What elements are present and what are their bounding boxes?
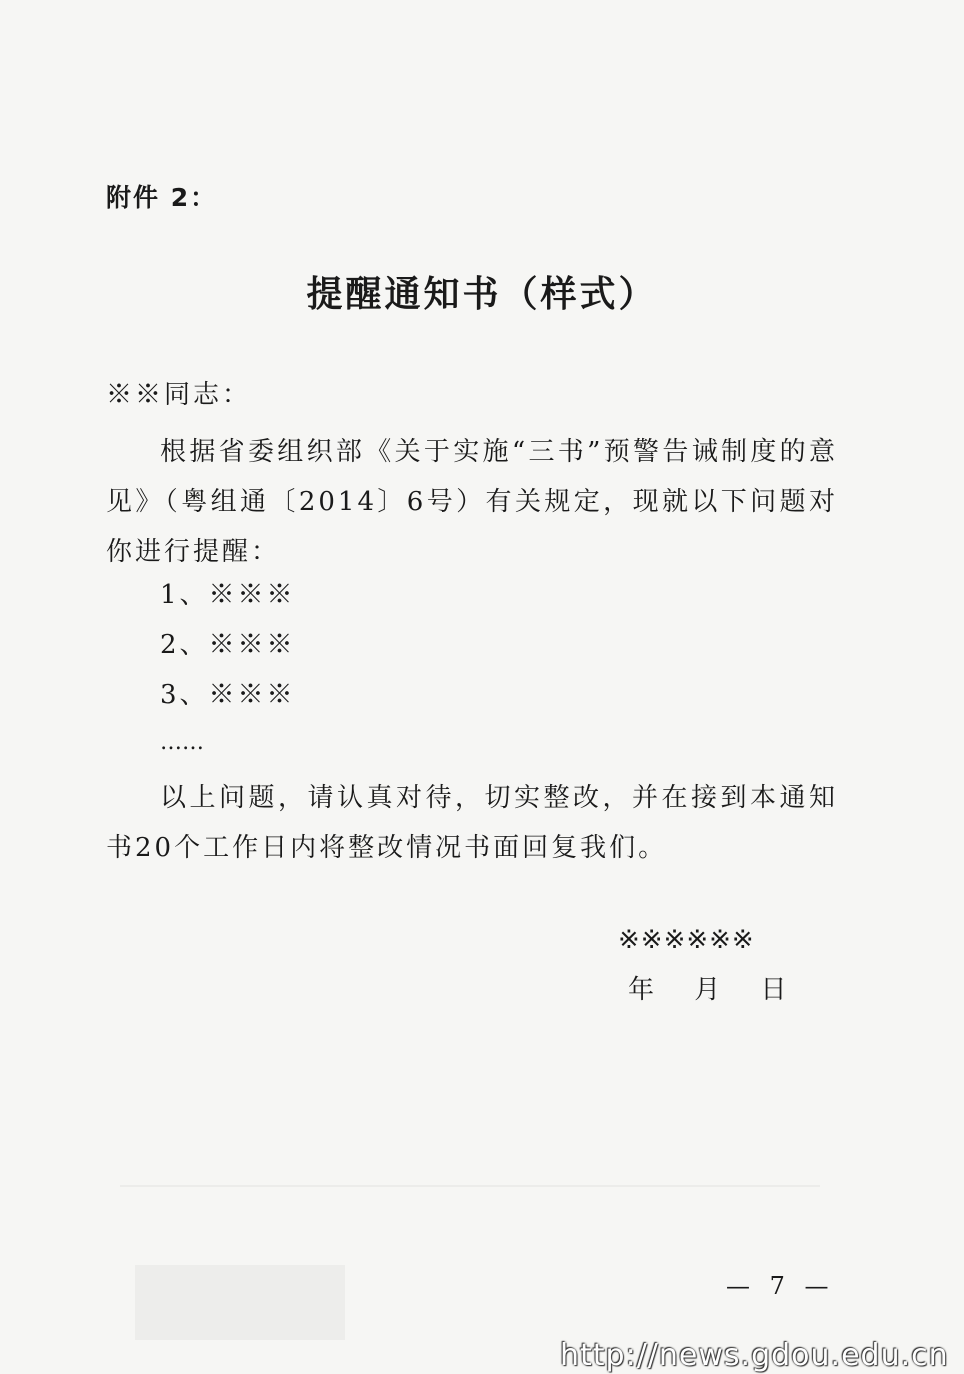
salutation: ※※同志： xyxy=(106,380,252,410)
attachment-label: 附件 2： xyxy=(106,183,218,212)
list-item: 2、※※※ xyxy=(160,630,296,660)
page-number: — 7 — xyxy=(726,1272,835,1300)
scan-artifact xyxy=(135,1265,345,1340)
scan-artifact xyxy=(120,1185,820,1187)
list-item: 1、※※※ xyxy=(160,580,296,610)
date-line: 年 月 日 xyxy=(628,975,793,1005)
watermark-url: http://news.gdou.edu.cn xyxy=(560,1338,949,1373)
list-item: 3、※※※ xyxy=(160,680,296,710)
signature: ※※※※※※ xyxy=(618,925,755,955)
document-title: 提醒通知书（样式） xyxy=(306,274,658,315)
body-paragraph-1: 根据省委组织部《关于实施“三书”预警告诫制度的意见》（粤组通〔2014〕6号）有关规定，现就以下问题对你进行提醒： xyxy=(106,437,838,567)
body-paragraph-2: 以上问题，请认真对待，切实整改，并在接到本通知书20个工作日内将整改情况书面回复我们。 xyxy=(106,783,838,863)
list-ellipsis: …… xyxy=(160,730,204,755)
